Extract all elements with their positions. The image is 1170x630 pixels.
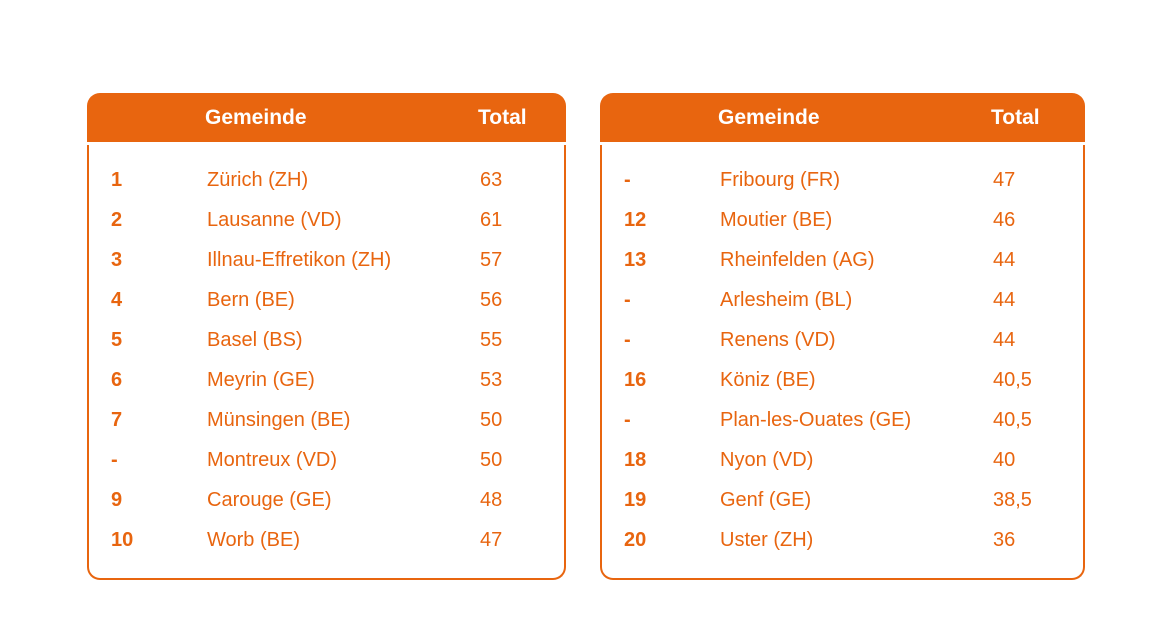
table-row (602, 400, 1083, 440)
table-header (600, 93, 1085, 142)
table-row (602, 480, 1083, 520)
row-total: 38,5 (993, 489, 1032, 511)
row-total: 63 (480, 169, 503, 191)
row-gemeinde: Lausanne (VD) (207, 209, 342, 231)
table-body (87, 145, 566, 580)
table-row (89, 480, 564, 520)
table-row (602, 280, 1083, 320)
row-rank: - (111, 449, 118, 471)
row-rank: - (624, 289, 631, 311)
row-total: 44 (993, 249, 1016, 271)
row-total: 61 (480, 209, 503, 231)
row-total: 48 (480, 489, 503, 511)
row-total: 40,5 (993, 369, 1032, 391)
row-total: 47 (480, 529, 503, 551)
row-gemeinde: Worb (BE) (207, 529, 300, 551)
table-row (89, 200, 564, 240)
row-rank: - (624, 169, 631, 191)
table-row (89, 320, 564, 360)
row-rank: 1 (111, 169, 123, 191)
row-gemeinde: Montreux (VD) (207, 449, 338, 471)
row-gemeinde: Fribourg (FR) (720, 169, 841, 191)
row-total: 44 (993, 289, 1016, 311)
table-row (602, 360, 1083, 400)
row-rank: 10 (111, 529, 134, 551)
row-gemeinde: Nyon (VD) (720, 449, 814, 471)
row-rank: - (624, 329, 631, 351)
row-gemeinde: Illnau-Effretikon (ZH) (207, 249, 392, 271)
table-row (602, 440, 1083, 480)
table-row (89, 240, 564, 280)
row-rank: 7 (111, 409, 123, 431)
row-total: 53 (480, 369, 503, 391)
table-row (602, 240, 1083, 280)
row-rank: 19 (624, 489, 647, 511)
row-rank: 3 (111, 249, 123, 271)
table-row (602, 320, 1083, 360)
row-total: 57 (480, 249, 503, 271)
row-total: 47 (993, 169, 1016, 191)
row-total: 50 (480, 409, 503, 431)
table-row (89, 160, 564, 200)
table-header (87, 93, 566, 142)
header-total: Total (991, 105, 1040, 129)
table-row (89, 440, 564, 480)
row-rank: 20 (624, 529, 647, 551)
row-total: 55 (480, 329, 503, 351)
row-total: 56 (480, 289, 503, 311)
row-gemeinde: Zürich (ZH) (207, 169, 309, 191)
row-rank: 4 (111, 289, 123, 311)
table-row (89, 400, 564, 440)
row-total: 44 (993, 329, 1016, 351)
row-gemeinde: Plan-les-Ouates (GE) (720, 409, 912, 431)
row-rank: - (624, 409, 631, 431)
row-total: 40,5 (993, 409, 1032, 431)
row-rank: 5 (111, 329, 123, 351)
header-gemeinde: Gemeinde (205, 105, 307, 129)
row-total: 46 (993, 209, 1016, 231)
table-body (600, 145, 1085, 580)
row-gemeinde: Arlesheim (BL) (720, 289, 853, 311)
row-total: 40 (993, 449, 1016, 471)
row-gemeinde: Genf (GE) (720, 489, 812, 511)
header-gemeinde: Gemeinde (718, 105, 820, 129)
table-row (89, 360, 564, 400)
row-rank: 6 (111, 369, 123, 391)
row-gemeinde: Uster (ZH) (720, 529, 814, 551)
row-gemeinde: Basel (BS) (207, 329, 303, 351)
row-rank: 9 (111, 489, 123, 511)
row-gemeinde: Köniz (BE) (720, 369, 816, 391)
row-gemeinde: Bern (BE) (207, 289, 295, 311)
row-rank: 2 (111, 209, 123, 231)
row-gemeinde: Carouge (GE) (207, 489, 332, 511)
row-rank: 12 (624, 209, 647, 231)
row-total: 50 (480, 449, 503, 471)
row-rank: 16 (624, 369, 647, 391)
row-gemeinde: Meyrin (GE) (207, 369, 315, 391)
table-row (602, 520, 1083, 560)
table-row (602, 200, 1083, 240)
table-row (89, 280, 564, 320)
row-gemeinde: Rheinfelden (AG) (720, 249, 875, 271)
row-total: 36 (993, 529, 1016, 551)
ranking-table-left (87, 93, 566, 580)
row-gemeinde: Moutier (BE) (720, 209, 833, 231)
table-row (602, 160, 1083, 200)
row-gemeinde: Münsingen (BE) (207, 409, 351, 431)
ranking-table-right (600, 93, 1085, 580)
table-row (89, 520, 564, 560)
row-rank: 18 (624, 449, 647, 471)
row-rank: 13 (624, 249, 647, 271)
row-gemeinde: Renens (VD) (720, 329, 836, 351)
header-total: Total (478, 105, 527, 129)
